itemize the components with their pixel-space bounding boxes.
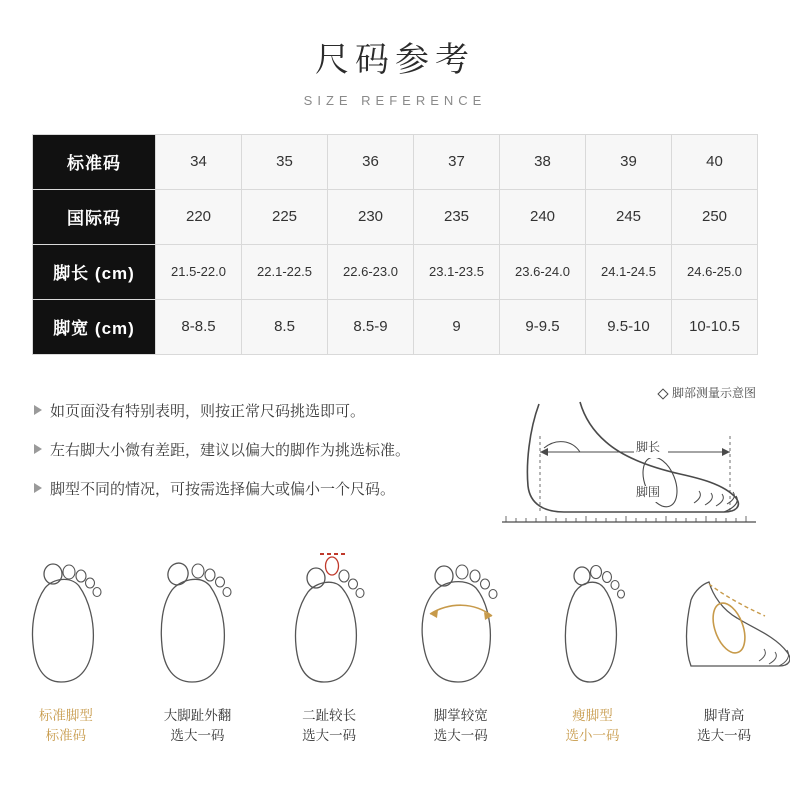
table-row <box>33 299 758 354</box>
header <box>0 0 790 108</box>
row-header-foot-length: 脚长 (cm) <box>33 244 156 299</box>
foot-type-caption <box>406 706 516 745</box>
foot-type-wide <box>406 540 516 745</box>
cell: 22.6-23.0 <box>328 244 414 299</box>
caption-line-1: 脚掌较宽 <box>433 708 488 723</box>
row-header-standard-size: 标准码 <box>33 135 156 190</box>
triangle-bullet-icon <box>34 483 42 493</box>
page-title: 尺码参考 <box>315 41 475 79</box>
diagram-title-text: 脚部测量示意图 <box>671 386 756 400</box>
foot-type-standard <box>11 540 121 745</box>
cell: 9.5-10 <box>586 299 672 354</box>
diamond-icon <box>657 388 668 399</box>
cell: 8.5-9 <box>328 299 414 354</box>
cell: 8-8.5 <box>156 299 242 354</box>
triangle-bullet-icon <box>34 405 42 415</box>
cell: 35 <box>242 135 328 190</box>
cell: 37 <box>414 135 500 190</box>
foot-illustration-narrow <box>537 540 647 700</box>
cell: 38 <box>500 135 586 190</box>
cell: 39 <box>586 135 672 190</box>
row-header-foot-width: 脚宽 (cm) <box>33 299 156 354</box>
cell: 34 <box>156 135 242 190</box>
note-item <box>34 400 464 421</box>
cell: 8.5 <box>242 299 328 354</box>
size-table <box>32 134 758 355</box>
cell: 250 <box>672 189 758 244</box>
cell: 235 <box>414 189 500 244</box>
caption-line-2: 选大一码 <box>302 727 357 743</box>
table-row <box>33 135 758 190</box>
foot-illustration-wide <box>406 540 516 700</box>
diagram-title <box>659 384 756 401</box>
notes-list <box>34 400 464 517</box>
row-header-international-size: 国际码 <box>33 189 156 244</box>
foot-type-bunion <box>142 540 252 745</box>
foot-type-caption <box>142 706 252 745</box>
foot-illustration-high-instep <box>669 540 779 700</box>
caption-line-2: 选大一码 <box>170 727 225 743</box>
cell: 36 <box>328 135 414 190</box>
cell: 240 <box>500 189 586 244</box>
foot-type-long-second-toe <box>274 540 384 745</box>
cell: 21.5-22.0 <box>156 244 242 299</box>
foot-girth-label: 脚围 <box>636 485 661 499</box>
note-text: 左右脚大小微有差距，建议以偏大的脚作为挑选标准。 <box>50 442 411 459</box>
note-item <box>34 439 464 460</box>
caption-line-1: 瘦脚型 <box>572 708 613 723</box>
note-item <box>34 478 464 499</box>
caption-line-2: 选大一码 <box>433 727 488 743</box>
cell: 230 <box>328 189 414 244</box>
table-row <box>33 244 758 299</box>
caption-line-1: 二趾较长 <box>302 708 357 723</box>
cell: 9-9.5 <box>500 299 586 354</box>
foot-illustration-bunion <box>142 540 252 700</box>
cell: 245 <box>586 189 672 244</box>
caption-line-2: 选大一码 <box>697 727 752 743</box>
caption-line-2: 选小一码 <box>565 727 620 743</box>
foot-measure-diagram <box>484 386 764 536</box>
page-subtitle: SIZE REFERENCE <box>303 92 487 108</box>
cell: 24.6-25.0 <box>672 244 758 299</box>
caption-line-1: 标准脚型 <box>38 708 93 723</box>
cell: 22.1-22.5 <box>242 244 328 299</box>
cell: 23.1-23.5 <box>414 244 500 299</box>
note-text: 脚型不同的情况，可按需选择偏大或偏小一个尺码。 <box>50 481 396 498</box>
caption-line-2: 标准码 <box>45 727 87 743</box>
foot-type-high-instep <box>669 540 779 745</box>
cell: 40 <box>672 135 758 190</box>
triangle-bullet-icon <box>34 444 42 454</box>
caption-line-1: 脚背高 <box>703 708 745 723</box>
cell: 225 <box>242 189 328 244</box>
cell: 10-10.5 <box>672 299 758 354</box>
foot-type-caption <box>537 706 647 745</box>
foot-illustration-standard <box>11 540 121 700</box>
foot-illustration-long-second-toe <box>274 540 384 700</box>
foot-type-caption <box>669 706 779 745</box>
cell: 220 <box>156 189 242 244</box>
foot-side-view-svg <box>484 386 764 536</box>
note-text: 如页面没有特别表明，则按正常尺码挑选即可。 <box>50 403 366 420</box>
cell: 23.6-24.0 <box>500 244 586 299</box>
foot-length-label: 脚长 <box>636 440 661 454</box>
foot-type-narrow <box>537 540 647 745</box>
cell: 24.1-24.5 <box>586 244 672 299</box>
foot-type-caption <box>11 706 121 745</box>
cell: 9 <box>414 299 500 354</box>
caption-line-1: 大脚趾外翻 <box>163 708 232 723</box>
table-row <box>33 189 758 244</box>
foot-type-caption <box>274 706 384 745</box>
foot-types-row <box>0 540 790 745</box>
